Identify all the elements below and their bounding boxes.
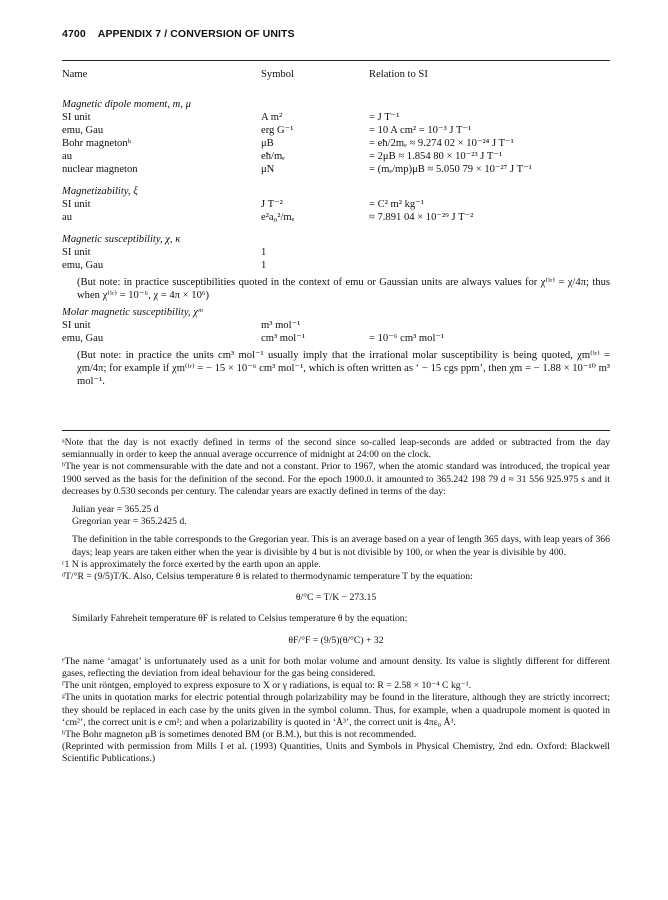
footnote-d: ᵈT/°R = (9/5)T/K. Also, Celsius temperature θ is related to thermodynamic temperature T by the equation:: [62, 571, 473, 583]
units-table: [62, 68, 610, 392]
reprint-credit: (Reprinted with permission from Mills I et al. (1993) Quantities, Units and Symbols in Physical Chemistry, 2nd edn. Oxford: Blackwell Scientific Publications.): [62, 741, 610, 765]
table-row: SI unit J T⁻² = C² m² kg⁻¹: [62, 199, 424, 210]
table-row: emu, Gau erg G⁻¹ = 10 A cm² = 10⁻³ J T⁻¹: [62, 125, 472, 136]
julian-year: Julian year = 365.25 d: [72, 504, 159, 516]
fahrenheit-equation: θF/°F = (9/5)(θ/°C) + 32: [288, 634, 384, 646]
footnote-e: ᵉThe name ‘amagat’ is unfortunately used as a unit for both molar volume and amount density. Its value is slightly different for different gases, reflecting the deviation from ideal behaviour for the gas being considered.: [62, 655, 610, 680]
fahrenheit-intro: Similarly Fahreheit temperature θF is related to Celsius temperature θ by the equation:: [72, 613, 408, 625]
footnote-a: ᵃNote that the day is not exactly defined in terms of the second since so-called leap-seconds are added or subtracted from the day semiannually in order to keep the annual average occurrence of midnight at 24:00 on the clock.: [62, 437, 610, 461]
table-top-rule: [62, 60, 610, 61]
gregorian-year: Gregorian year = 365.2425 d.: [72, 516, 187, 528]
footnote-g: ᵍThe units in quotation marks for electric potential through polarizability may be found in the literature, although they are strictly incorrect; they should be replaced in each case by the units given in the symbol column. Thus, for example, when a quadrupole moment is quoted in ‘cm²’, the correct unit is e cm²; and when a polarizability is quoted in ‘Å³’, the correct unit is 4πε₀ Å³.: [62, 692, 610, 728]
footnote-c: ᶜ1 N is approximately the force exerted by the earth upon an apple.: [62, 558, 321, 570]
col-relation-header: Relation to SI: [369, 69, 428, 80]
table-header: [62, 68, 610, 82]
section-heading: Molar magnetic susceptibility, χᵐ: [62, 307, 203, 318]
table-row: au eħ/mₑ = 2μB ≈ 1.854 80 × 10⁻²³ J T⁻¹: [62, 151, 503, 162]
table-row: nuclear magneton μN = (mₑ/mp)μB ≈ 5.050 79 × 10⁻²⁷ J T⁻¹: [62, 164, 532, 175]
table-row: emu, Gau 1: [62, 260, 267, 271]
footnote-f: ᶠThe unit röntgen, employed to express exposure to X or γ radiations, is equal to: R = 2.58 × 10⁻⁴ C kg⁻¹.: [62, 680, 472, 692]
table-row: SI unit m³ mol⁻¹: [62, 320, 301, 331]
table-row: SI unit A m² = J T⁻¹: [62, 112, 400, 123]
year-definition: The definition in the table corresponds to the Gregorian year. This is an average based on a year of length 365 days, with leap years of 366 days; leap years are taken either when the year is divisible by 4 but is not divisible by 100, or when the year is divisible by 400.: [72, 534, 610, 558]
table-row: au e²a₀²/mₑ ≈ 7.891 04 × 10⁻²⁹ J T⁻²: [62, 212, 474, 223]
col-name-header: Name: [62, 69, 88, 80]
running-head: [62, 28, 295, 40]
susceptibility-note: (But note: in practice susceptibilities quoted in the context of emu or Gaussian units are always values for χ⁽ⁱʳ⁾ = χ/4π; thus when χ⁽ⁱʳ⁾ = 10⁻⁶, χ = 4π × 10⁶): [77, 277, 610, 301]
col-symbol-header: Symbol: [261, 69, 294, 80]
page-number: 4700: [62, 28, 86, 40]
table-row: emu, Gau cm³ mol⁻¹ = 10⁻⁶ cm³ mol⁻¹: [62, 333, 445, 344]
footnotes: [62, 437, 610, 766]
molar-susceptibility-note: (But note: in practice the units cm³ mol⁻¹ usually imply that the irrational molar susceptibility is being quoted, χm⁽ⁱʳ⁾ = χm/4π; for example if χm⁽ⁱʳ⁾ = − 15 × 10⁻⁶ cm³ mol⁻¹, which is often written as ‘ − 15 cgs ppm’, then χm = − 1.88 × 10⁻¹⁰ m³ mol⁻¹.: [77, 350, 610, 387]
table-bottom-rule: [62, 430, 610, 431]
running-title: APPENDIX 7 / CONVERSION OF UNITS: [97, 28, 295, 40]
celsius-equation: θ/°C = T/K − 273.15: [295, 592, 377, 604]
table-row: SI unit 1: [62, 247, 267, 258]
section-heading: Magnetic dipole moment, m, μ: [62, 99, 191, 110]
section-heading: Magnetic susceptibility, χ, κ: [62, 234, 181, 245]
footnote-h: ʰThe Bohr magneton μB is sometimes denoted BM (or B.M.), but this is not recommended.: [62, 729, 417, 741]
section-heading: Magnetizability, ξ: [62, 186, 138, 197]
table-row: Bohr magnetonʰ μB = eħ/2mₑ ≈ 9.274 02 × 10⁻²⁴ J T⁻¹: [62, 138, 514, 149]
footnote-b: ᵇThe year is not commensurable with the date and not a constant. Prior to 1967, when the atomic standard was introduced, the tropical year 1900 served as the basis for the definition of the second. For the epoch 1900.0. it amounted to 365.242 198 79 d ≈ 31 556 925.975 s and it decreases by 0.530 seconds per century. The calendar years are exactly defined in terms of the day:: [62, 461, 610, 497]
